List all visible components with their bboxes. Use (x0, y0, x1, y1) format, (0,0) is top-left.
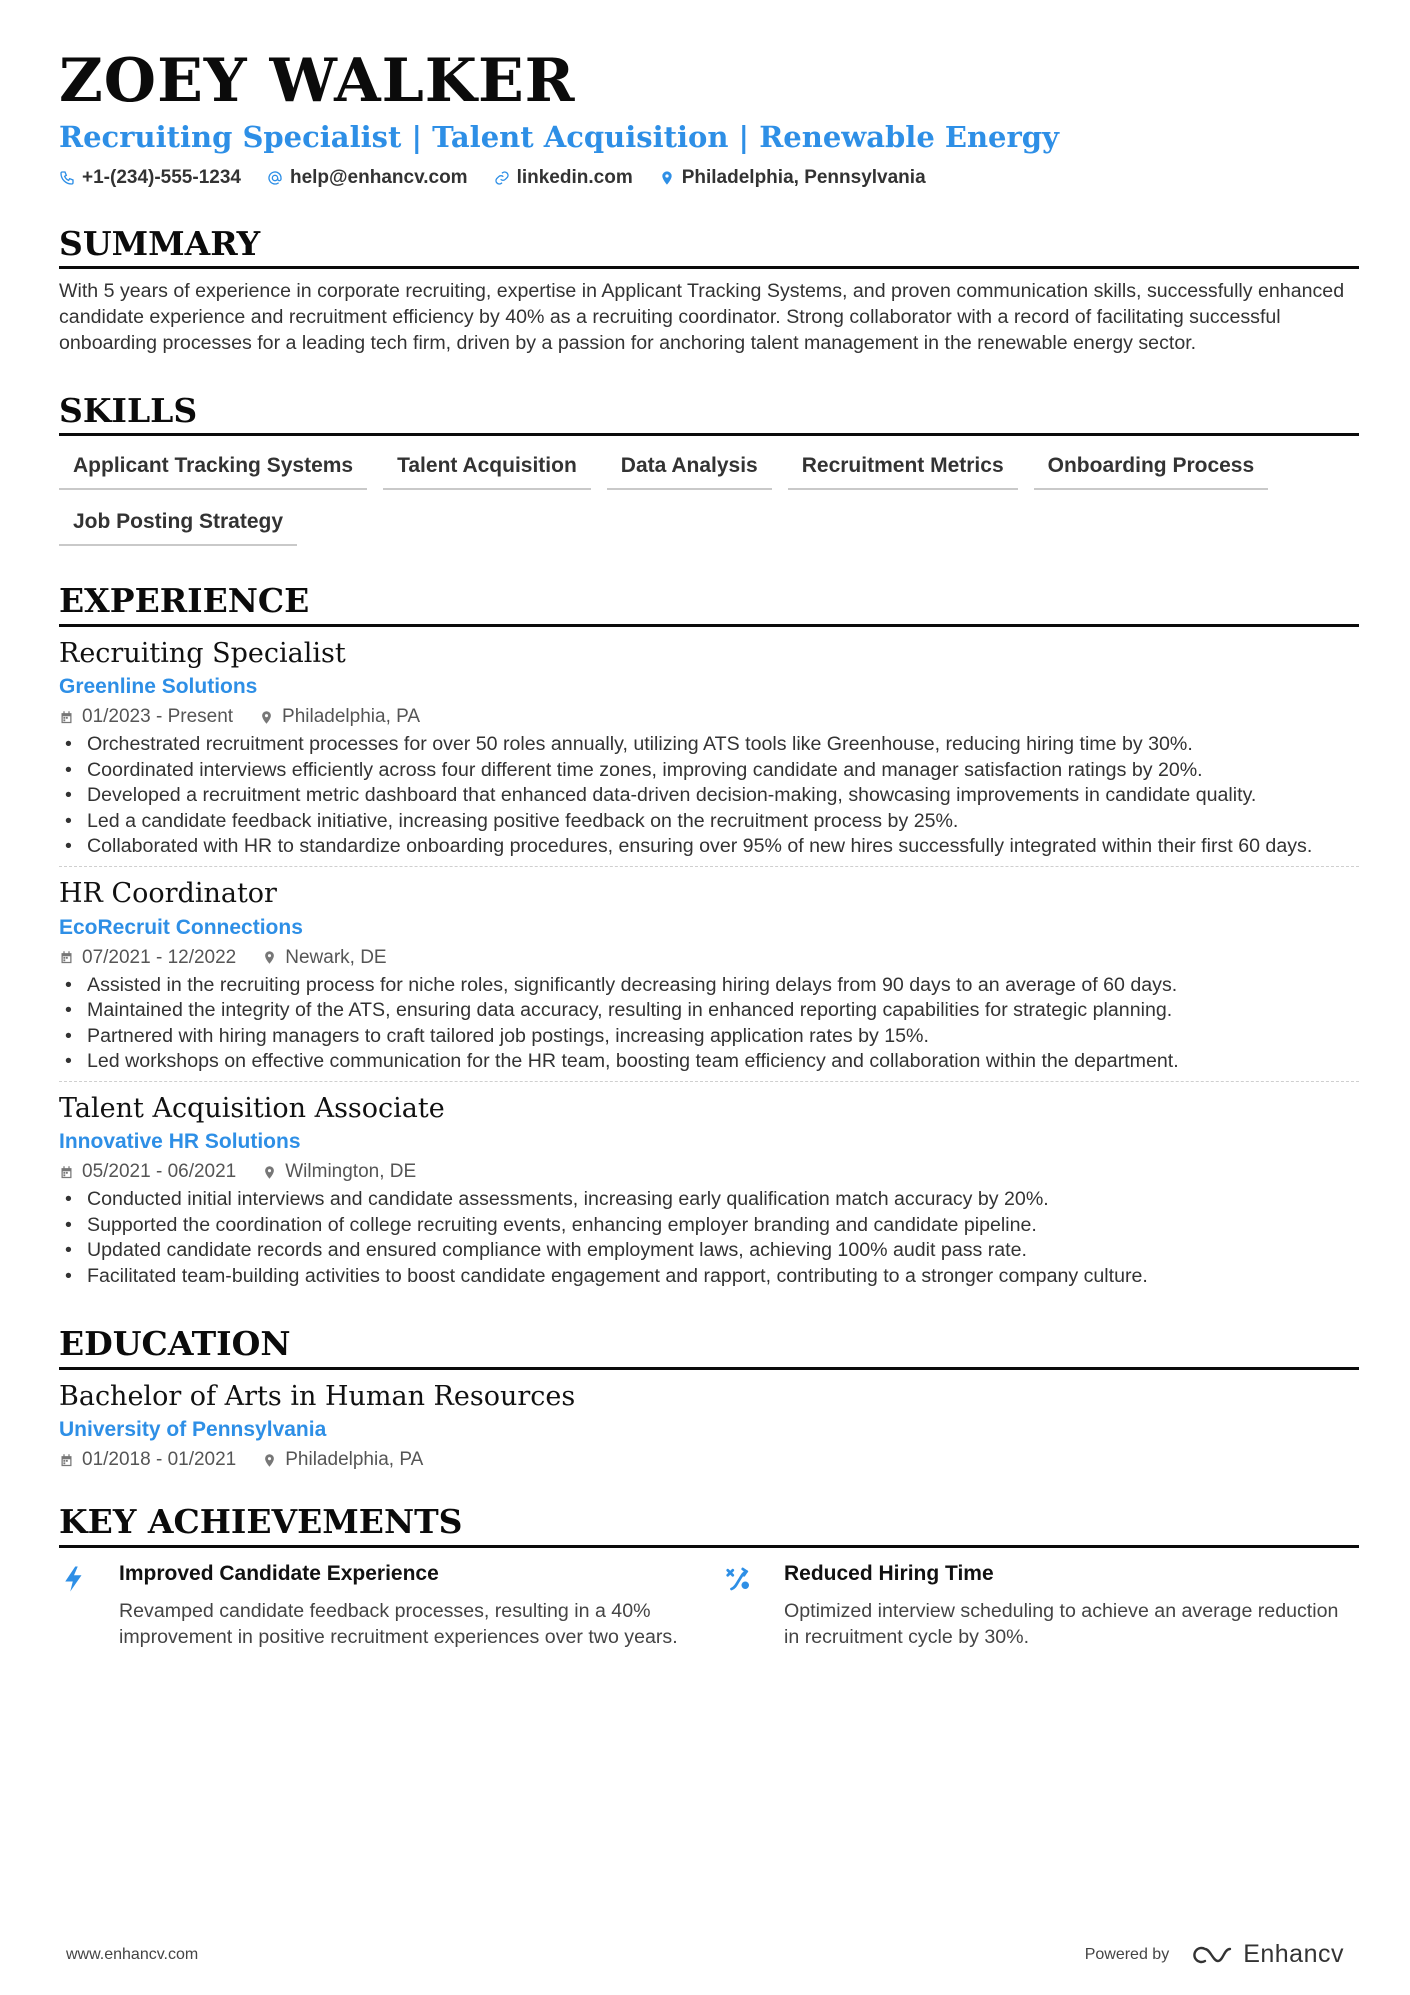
skill-tag: Applicant Tracking Systems (59, 450, 367, 490)
education-location (262, 1449, 423, 1471)
company-name: Greenline Solutions (59, 675, 258, 699)
at-icon (267, 170, 283, 186)
location-pin-icon (259, 710, 274, 725)
bullet-item: • Assisted in the recruiting process for niche roles, significantly decreasing hiring delays from 90 days to an average of 60 days. (59, 973, 1359, 999)
skill-tag: Onboarding Process (1034, 450, 1269, 490)
job-meta (59, 1161, 1359, 1183)
job-dates (59, 947, 236, 969)
education-entry (59, 1370, 1359, 1472)
bullet-item: • Conducted initial interviews and candidate assessments, increasing early qualification match accuracy by 20%. (59, 1187, 1359, 1213)
achievement-title: Reduced Hiring Time (784, 1561, 994, 1585)
email-text: help@enhancv.com (289, 166, 468, 188)
lightning-icon (59, 1562, 101, 1650)
skill-tag: Recruitment Metrics (788, 450, 1018, 490)
candidate-headline: Recruiting Specialist | Talent Acquisition | Renewable Energy (59, 120, 1059, 154)
skill-tag: Job Posting Strategy (59, 506, 297, 546)
bullet-item: • Orchestrated recruitment processes for over 50 roles annually, utilizing ATS tools like Greenhouse, reducing hiring time by 30%. (59, 732, 1359, 758)
job-location-text: Philadelphia, PA (282, 706, 421, 728)
job-title: Talent Acquisition Associate (59, 1092, 445, 1124)
candidate-name: ZOEY WALKER (59, 46, 576, 116)
phone-icon (59, 170, 75, 186)
location-pin-icon (262, 1453, 277, 1468)
degree-title: Bachelor of Arts in Human Resources (59, 1380, 576, 1412)
footer-website[interactable]: www.enhancv.com (66, 1945, 199, 1963)
job-bullets (59, 973, 1359, 1075)
education-dates-text: 01/2018 - 01/2021 (82, 1449, 237, 1471)
job-entry (59, 866, 1359, 1075)
bullet-item: • Supported the coordination of college recruiting events, enhancing employer branding and candidate pipeline. (59, 1213, 1359, 1239)
link-icon (494, 170, 510, 186)
skill-tag: Data Analysis (607, 450, 772, 490)
job-dates (59, 706, 233, 728)
calendar-icon (59, 1453, 74, 1468)
job-title: Recruiting Specialist (59, 637, 346, 669)
skills-list (59, 450, 1359, 546)
job-location-text: Newark, DE (285, 946, 387, 968)
location-text: Philadelphia, Pennsylvania (681, 166, 926, 188)
summary-heading: SUMMARY (59, 223, 1359, 269)
job-bullets (59, 1187, 1359, 1289)
achievement-item (59, 1562, 694, 1650)
page-footer (66, 1940, 1344, 1969)
brand-logo[interactable] (1191, 1940, 1344, 1969)
school-name: University of Pennsylvania (59, 1418, 327, 1442)
bullet-item: • Updated candidate records and ensured compliance with employment laws, achieving 100% audit pass rate. (59, 1238, 1359, 1264)
job-dates-text: 07/2021 - 12/2022 (82, 946, 237, 968)
skill-tag: Talent Acquisition (383, 450, 591, 490)
job-dates (59, 1161, 236, 1183)
resume-page (59, 48, 1359, 1650)
company-name: Innovative HR Solutions (59, 1130, 301, 1154)
calendar-icon (59, 1165, 74, 1180)
job-entry (59, 627, 1359, 860)
calendar-icon (59, 710, 74, 725)
bullet-item: • Developed a recruitment metric dashboard that enhanced data-driven decision-making, showcasing improvements in candidate quality. (59, 783, 1359, 809)
bullet-item: • Maintained the integrity of the ATS, ensuring data accuracy, resulting in enhanced reporting capabilities for strategic planning. (59, 998, 1359, 1024)
achievements-list (59, 1562, 1359, 1650)
summary-text: With 5 years of experience in corporate recruiting, expertise in Applicant Tracking Systems, and proven communication skills, successfully enhanced candidate experience and recruitment efficiency by 40% as a recruiting coordinator. Strong collaborator with a record of facilitating successful onboarding processes for a leading tech firm, driven by a passion for anchoring talent management in the renewable energy sector. (59, 280, 1345, 355)
job-meta (59, 706, 1359, 728)
job-location (262, 1161, 416, 1183)
education-dates (59, 1449, 236, 1471)
job-bullets (59, 732, 1359, 860)
experience-heading: EXPERIENCE (59, 580, 1359, 626)
job-location-text: Wilmington, DE (285, 1161, 417, 1183)
bullet-item: • Collaborated with HR to standardize onboarding procedures, ensuring over 95% of new hires successfully integrated within their first 60 days. (59, 834, 1359, 860)
education-location-text: Philadelphia, PA (285, 1449, 424, 1471)
job-entry (59, 1081, 1359, 1290)
achievement-desc: Optimized interview scheduling to achieve an average reduction in recruitment cycle by 30%. (784, 1599, 1339, 1648)
education-meta (59, 1449, 1359, 1471)
powered-by (1085, 1940, 1344, 1969)
linkedin-text: linkedin.com (516, 166, 633, 188)
education-heading: EDUCATION (59, 1323, 1359, 1369)
bullet-item: • Led a candidate feedback initiative, increasing positive feedback on the recruitment process by 25%. (59, 809, 1359, 835)
location-pin-icon (262, 950, 277, 965)
achievement-item (724, 1562, 1359, 1650)
job-location (259, 706, 420, 728)
achievement-desc: Revamped candidate feedback processes, resulting in a 40% improvement in positive recruitment experiences over two years. (119, 1599, 678, 1648)
achievements-heading: KEY ACHIEVEMENTS (59, 1501, 1359, 1547)
job-dates-text: 05/2021 - 06/2021 (82, 1161, 237, 1183)
contact-linkedin[interactable] (494, 167, 633, 189)
contact-location (659, 167, 926, 189)
achievement-title: Improved Candidate Experience (119, 1561, 439, 1585)
job-meta (59, 947, 1359, 969)
calendar-icon (59, 950, 74, 965)
bullet-item: • Coordinated interviews efficiently across four different time zones, improving candidate and manager satisfaction ratings by 20%. (59, 758, 1359, 784)
location-pin-icon (262, 1165, 277, 1180)
phone-text: +1-(234)-555-1234 (82, 166, 241, 188)
location-pin-icon (659, 170, 675, 186)
job-dates-text: 01/2023 - Present (82, 706, 234, 728)
job-title: HR Coordinator (59, 877, 277, 909)
company-name: EcoRecruit Connections (59, 915, 303, 939)
bullet-item: • Facilitated team-building activities to boost candidate engagement and rapport, contributing to a stronger company culture. (59, 1264, 1359, 1290)
contact-bar (59, 167, 1359, 189)
bullet-item: • Led workshops on effective communication for the HR team, boosting team efficiency and collaboration within the department. (59, 1049, 1359, 1075)
enhancv-logo-icon (1191, 1944, 1237, 1966)
bullet-item: • Partnered with hiring managers to craft tailored job postings, increasing application rates by 15%. (59, 1024, 1359, 1050)
contact-email[interactable] (267, 167, 468, 189)
brand-name: Enhancv (1243, 1940, 1344, 1968)
powered-by-label: Powered by (1084, 1945, 1170, 1963)
skills-heading: SKILLS (59, 390, 1359, 436)
job-location (262, 947, 386, 969)
contact-phone[interactable] (59, 167, 241, 189)
route-icon (724, 1562, 766, 1650)
